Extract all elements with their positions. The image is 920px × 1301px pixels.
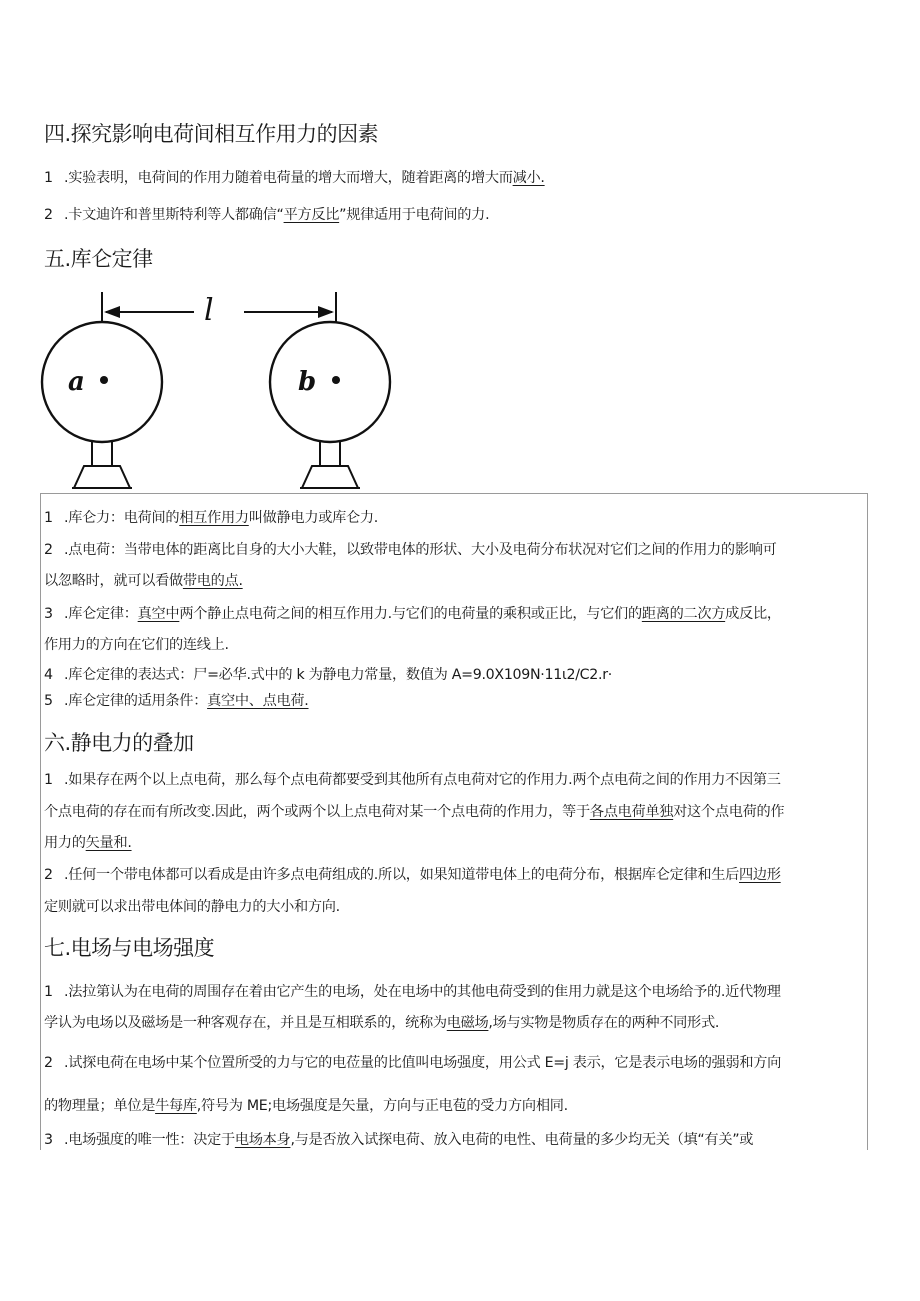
section-7-item-2-cont: 的物理量；单位是牛每库,符号为 ME;电场强度是矢量，方向与正电苞的受力方向相同. [44,1098,568,1114]
answer-blank: 各点电荷单独 [589,804,674,820]
answer-blank: 相互作用力 [179,510,249,526]
item-number: 3 [44,606,53,622]
answer-blank: 真空中、点电荷. [207,693,309,709]
section-7-item-3: 3 .电场强度的唯一性：决定于电场本身,与是否放入试探电荷、放入电荷的电性、电荷量的多少均无关（填“有关”或 [44,1132,754,1148]
section-6-item-2: 2 .任何一个带电体都可以看成是由许多点电荷组成的.所以，如果知道带电体上的电荷分布，根据库仑定律和生后四边形 [44,867,781,883]
item-number: 5 [44,693,53,709]
answer-blank: 电场本身 [234,1132,291,1148]
section-4-item-2: 2 .卡文迪许和普里斯特利等人都确信“平方反比”规律适用于电荷间的力. [44,207,490,223]
section-7-item-1-cont: 学认为电场以及磁场是一种客观存在，并且是互相联系的，统称为电磁场,场与实物是物质存在的两种不同形式. [44,1015,720,1031]
section-5-item-4: 4 .库仑定律的表达式：尸=必华.式中的 k 为静电力常量，数值为 A=9.0X109N·11ι2∕C2.r· [44,667,612,683]
section-6-item-1-cont: 个点电荷的存在而有所改变.因此，两个或两个以上点电荷对某一个点电荷的作用力，等于各点电荷单独对这个点电荷的作 [44,804,785,820]
section-5-item-3-cont: 作用力的方向在它们的连线上. [44,637,229,653]
section-5-item-2: 2 .点电荷：当带电体的距离比自身的大小大鞋，以致带电体的形状、大小及电荷分布状况对它们之间的作用力的影响可 [44,542,777,558]
distance-label: l [204,293,214,328]
item-number: 2 [44,867,53,883]
coulomb-figure [36,290,396,490]
box-top-border [40,493,868,494]
item-number: 1 [44,510,53,526]
answer-blank: 带电的点. [182,573,243,589]
box-right-border [867,493,868,1150]
box-left-border [40,493,41,1150]
item-number: 2 [44,207,53,223]
item-number: 1 [44,984,53,1000]
answer-blank: 四边形 [739,867,781,883]
section-7-item-1: 1 .法拉第认为在电荷的周围存在着由它产生的电场，处在电场中的其他电荷受到的隹用力就是这个电场给予的.近代物理 [44,984,781,1000]
section-5-item-2-cont: 以忽略时，就可以看做带电的点. [44,573,243,589]
answer-blank: 距离的二次方 [641,606,726,622]
sphere-a-label: a [68,367,85,397]
section-6-item-1-cont-2: 用力的矢量和. [44,835,132,851]
answer-blank: 矢量和. [85,835,132,851]
answer-blank: 电磁场 [446,1015,489,1031]
answer-blank: 平方反比 [283,207,340,223]
sphere-b-label: b [298,367,317,397]
item-number: 2 [44,1055,53,1071]
item-number: 2 [44,542,53,558]
answer-blank: 牛每库 [155,1098,197,1114]
section-6-item-1: 1 .如果存在两个以上点电荷，那么每个点电荷都要受到其他所有点电荷对它的作用力.两个点电荷之间的作用力不因第三 [44,772,781,788]
answer-blank: 真空中 [137,606,180,622]
section-6-item-2-cont: 定则就可以求出带电体间的静电力的大小和方向. [44,899,340,915]
charge-b-dot [332,376,340,384]
section-4-item-1: 1 .实验表明，电荷间的作用力随着电荷量的增大而增大，随着距离的增大而减小. [44,170,545,186]
section-7-item-2: 2 .试探电荷在电场中某个位置所受的力与它的电莅量的比值叫电场强度，用公式 E=j 表示，它是表示电场的强弱和方向 [44,1055,782,1071]
section-5-item-5: 5 .库仑定律的适用条件：真空中、点电荷. [44,693,309,709]
section-6-heading: 六.静电力的叠加 [44,731,194,755]
charge-a-dot [100,376,108,384]
item-number: 4 [44,667,53,683]
section-7-heading: 七.电场与电场强度 [44,936,215,960]
section-5-item-3: 3 .库仑定律：真空中两个静止点电荷之间的相互作用力.与它们的电荷量的乘积或正比，与它们的距离的二次方成反比， [44,606,781,622]
section-5-item-1: 1 .库仑力：电荷间的相互作用力叫做静电力或库仑力. [44,510,378,526]
item-number: 1 [44,170,53,186]
section-5-heading: 五.库仑定律 [44,247,153,271]
answer-blank: 减小. [512,170,545,186]
item-number: 3 [44,1132,53,1148]
item-number: 1 [44,772,53,788]
section-4-heading: 四.探究影响电荷间相互作用力的因素 [44,122,379,146]
